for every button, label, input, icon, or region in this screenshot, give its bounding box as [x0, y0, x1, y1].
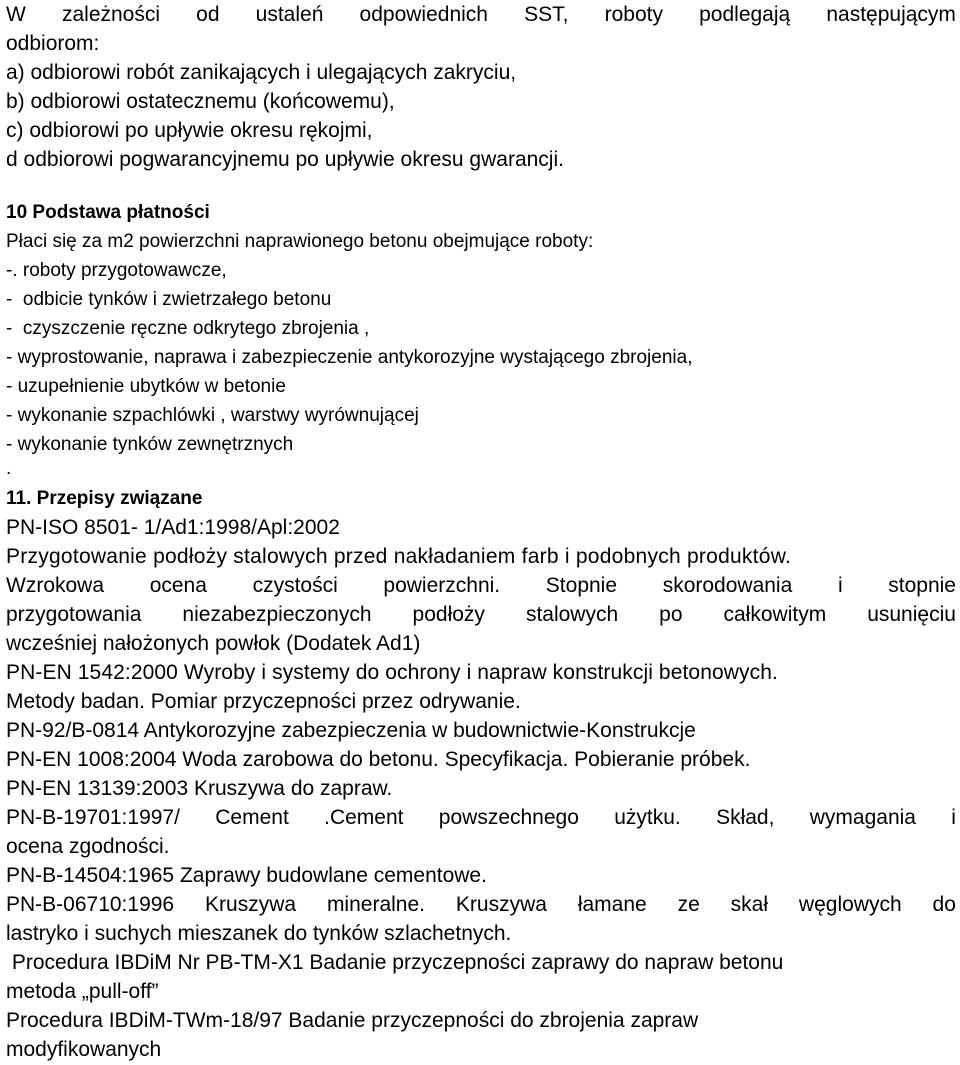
- standard-code: PN-ISO 8501- 1/Ad1:1998/Apl:2002: [6, 516, 340, 539]
- acceptance-intro-word: następującym: [826, 3, 956, 26]
- acceptance-item-b: b) odbiorowi ostatecznemu (końcowemu),: [6, 90, 395, 113]
- acceptance-intro-line2: odbiorom:: [6, 32, 100, 55]
- standard-entry-word: Kruszywa: [455, 893, 547, 916]
- standard-description-word: Stopnie: [545, 574, 618, 597]
- payment-section: [6, 198, 956, 479]
- acceptance-intro-word: od: [196, 3, 220, 26]
- standard-entry-word: PN-B-06710:1996: [6, 893, 175, 916]
- payment-item: - wyprostowanie, naprawa i zabezpieczenie antykorozyjne wystającego zbrojenia,: [6, 347, 693, 368]
- acceptance-intro-line1: [6, 0, 956, 29]
- regulations-heading-number: 11.: [6, 488, 32, 509]
- standard-entry-word: skał: [730, 893, 769, 916]
- standard-description: [6, 571, 956, 600]
- standard-entry-word: Cement: [215, 806, 289, 829]
- standard-entry-word: PN-B-19701:1997/: [6, 806, 180, 829]
- acceptance-intro-word: podlegają: [699, 3, 791, 26]
- standard-description-word: całkowitym: [723, 603, 827, 626]
- acceptance-intro-word: ustaleń: [255, 3, 324, 26]
- standard-description: [6, 600, 956, 629]
- standard-description-word: usunięciu: [867, 603, 956, 626]
- standard-entry: PN-EN 1008:2004 Woda zarobowa do betonu. Specyfikacja. Pobieranie próbek.: [6, 748, 751, 771]
- standard-entry-word: .Cement: [324, 806, 404, 829]
- acceptance-intro-word: odpowiednich: [359, 3, 488, 26]
- payment-item: - wykonanie szpachlówki , warstwy wyrównującej: [6, 405, 419, 426]
- acceptance-intro-word: zależności: [61, 3, 161, 26]
- payment-item: - wykonanie tynków zewnętrznych: [6, 434, 294, 455]
- standard-entry-word: użytku.: [614, 806, 681, 829]
- standard-description-word: ocena: [149, 574, 207, 597]
- standard-description-word: niezabezpieczonych: [182, 603, 372, 626]
- standard-entry-word: węglowych: [798, 893, 902, 916]
- regulations-heading-text: Przepisy związane: [36, 488, 203, 509]
- acceptance-section: [6, 0, 956, 174]
- standard-description-word: po: [659, 603, 683, 626]
- acceptance-intro-word: SST,: [524, 3, 569, 26]
- standard-description-word: skorodowania: [662, 574, 793, 597]
- standard-description-word: stalowych: [525, 603, 619, 626]
- regulations-heading: [6, 484, 956, 513]
- acceptance-item-c: c) odbiorowi po upływie okresu rękojmi,: [6, 119, 373, 142]
- standard-entry: [6, 890, 956, 919]
- standard-description: Przygotowanie podłoży stalowych przed nakładaniem farb i podobnych produktów.: [6, 545, 792, 568]
- procedure-entry: Procedura IBDiM Nr PB-TM-X1 Badanie przyczepności zaprawy do napraw betonu: [6, 951, 784, 974]
- standard-entry-word: Kruszywa: [205, 893, 297, 916]
- procedure-entry: modyfikowanych: [6, 1038, 162, 1061]
- acceptance-intro-word: roboty: [604, 3, 663, 26]
- standard-entry-word: mineralne.: [326, 893, 425, 916]
- payment-item: -. roboty przygotowawcze,: [6, 260, 227, 281]
- acceptance-item-d: d odbiorowi pogwarancyjnemu po upływie okresu gwarancji.: [6, 148, 564, 171]
- payment-item: - odbicie tynków i zwietrzałego betonu: [6, 289, 332, 310]
- payment-heading: 10 Podstawa płatności: [6, 202, 210, 223]
- standard-entry-word: i: [951, 806, 956, 829]
- standard-entry: [6, 803, 956, 832]
- acceptance-item-a: a) odbiorowi robót zanikających i ulegających zakryciu,: [6, 61, 517, 84]
- standard-entry: ocena zgodności.: [6, 835, 170, 858]
- regulations-section: [6, 484, 956, 1064]
- payment-item: - czyszczenie ręczne odkrytego zbrojenia ,: [6, 318, 370, 339]
- standard-description-word: powierzchni.: [383, 574, 501, 597]
- standard-entry-word: wymagania: [809, 806, 916, 829]
- procedure-entry: metoda „pull-off”: [6, 980, 159, 1003]
- standard-entry-word: Skład,: [716, 806, 775, 829]
- standard-entry: PN-EN 13139:2003 Kruszywa do zapraw.: [6, 777, 393, 800]
- standard-entry: Metody badan. Pomiar przyczepności przez odrywanie.: [6, 690, 521, 713]
- standard-entry-word: ze: [677, 893, 700, 916]
- standard-entry-word: powszechnego: [438, 806, 579, 829]
- standard-description-word: stopnie: [888, 574, 956, 597]
- payment-item: - uzupełnienie ubytków w betonie: [6, 376, 286, 397]
- standard-description-word: czystości: [252, 574, 338, 597]
- standard-description-word: podłoży: [412, 603, 485, 626]
- payment-item: .: [6, 458, 12, 479]
- procedure-entry: Procedura IBDiM-TWm-18/97 Badanie przyczepności do zbrojenia zapraw: [6, 1009, 699, 1032]
- standard-description-word: przygotowania: [6, 603, 142, 626]
- standard-entry: PN-B-14504:1965 Zaprawy budowlane cementowe.: [6, 864, 487, 887]
- standard-description-word: i: [837, 574, 843, 597]
- standard-entry: PN-EN 1542:2000 Wyroby i systemy do ochrony i napraw konstrukcji betonowych.: [6, 661, 778, 684]
- standard-entry: lastryko i suchych mieszanek do tynków szlachetnych.: [6, 922, 512, 945]
- standard-description: wcześniej nałożonych powłok (Dodatek Ad1): [6, 632, 421, 655]
- standard-entry-word: łamane: [577, 893, 647, 916]
- standard-description-word: Wzrokowa: [6, 574, 105, 597]
- standard-entry: PN-92/B-0814 Antykorozyjne zabezpieczenia w budownictwie-Konstrukcje: [6, 719, 696, 742]
- acceptance-intro-word: W: [6, 3, 26, 26]
- payment-intro: Płaci się za m2 powierzchni naprawionego betonu obejmujące roboty:: [6, 231, 594, 252]
- standard-entry-word: do: [932, 893, 956, 916]
